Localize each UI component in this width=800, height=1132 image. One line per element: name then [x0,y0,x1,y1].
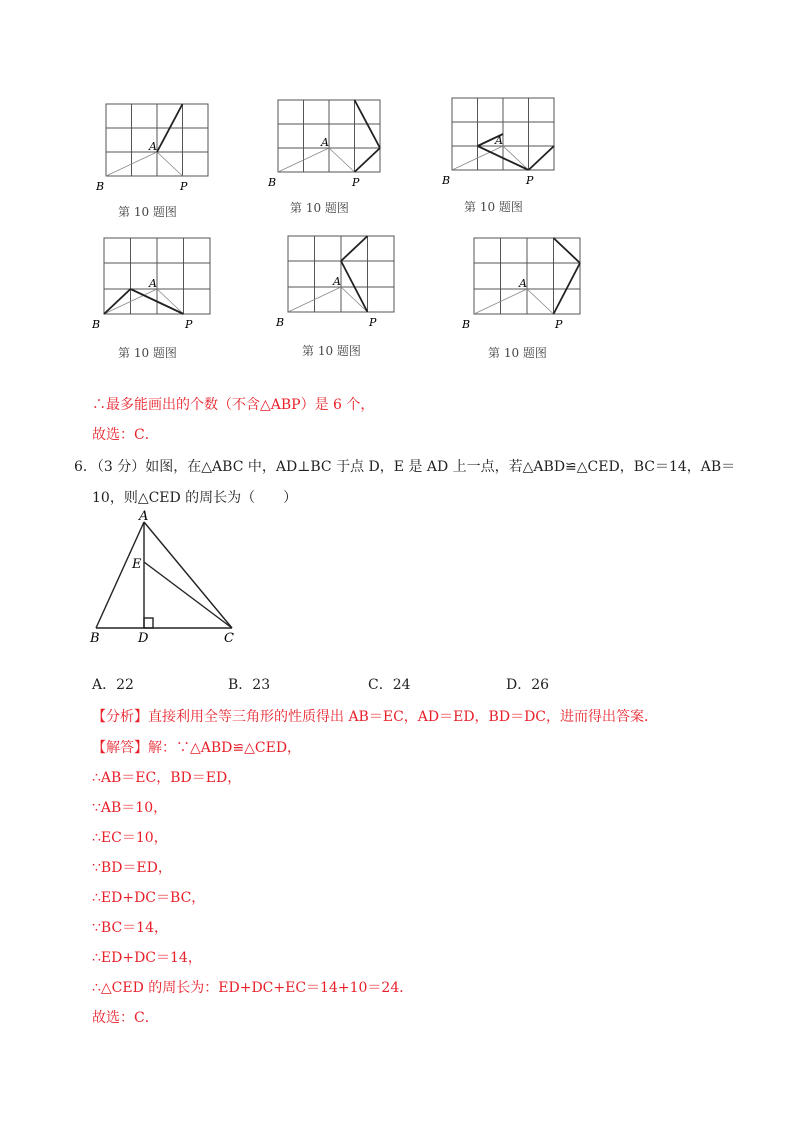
label-b: B [276,316,285,329]
question-line-1 [74,456,735,476]
analysis-text: 直接利用全等三角形的性质得出 AB＝EC，AD＝ED，BD＝DC，进而得出答案． [148,709,659,725]
label-a: A [495,134,503,147]
grid-figure-6 [462,234,587,334]
label-a: A [139,509,149,524]
solution-line-1 [92,737,301,757]
solution-line-8: ∴ED+DC＝14， [92,950,202,966]
label-a: A [321,136,329,149]
question-line-2: 10，则△CED 的周长为（ ） [92,490,298,506]
label-a: A [519,277,527,290]
grid-figure-5 [276,232,401,332]
solution-text: 解：∵△ABD≌△CED， [148,740,302,756]
grid-figure-2 [268,96,388,196]
label-b: B [90,631,100,646]
prev-conclusion: ∴最多能画出的个数（不含△ABP）是 6 个， [92,397,375,413]
solution-line-5: ∵BD＝ED， [92,860,172,876]
question-text-1: （3 分）如图，在△ABC 中，AD⊥BC 于点 D，E 是 AD 上一点，若△ABD≌△CED，BC＝14，AB＝ [96,459,736,475]
triangle-figure [88,508,248,648]
label-b: B [268,176,277,189]
label-p: P [369,316,377,329]
label-p: P [180,180,188,193]
label-e: E [132,557,142,572]
figure-caption: 第 10 题图 [118,346,177,360]
label-d: D [138,631,149,646]
analysis [92,706,658,726]
figure-caption: 第 10 题图 [488,346,547,360]
solution-line-10: 故选：C． [92,1010,159,1026]
option-b: B．23 [228,677,271,693]
label-a: A [333,275,341,288]
solution-line-9: ∴△CED 的周长为：ED+DC+EC＝14+10＝24． [92,980,414,996]
solution-line-2: ∴AB＝EC，BD＝ED， [92,770,242,786]
solution-line-3: ∵AB＝10， [92,800,168,816]
figure-caption: 第 10 题图 [302,344,361,358]
figure-caption: 第 10 题图 [290,201,349,215]
label-b: B [96,180,105,193]
prev-answer: 故选：C． [92,427,159,443]
label-b: B [442,174,451,187]
figure-caption: 第 10 题图 [464,200,523,214]
solution-tag: 【解答】 [92,740,148,756]
option-c: C．24 [368,677,411,693]
label-b: B [462,318,471,331]
label-p: P [185,318,193,331]
analysis-tag: 【分析】 [92,709,148,725]
label-c: C [224,631,234,646]
solution-line-6: ∴ED+DC＝BC， [92,890,206,906]
label-a: A [149,140,157,153]
option-d: D．26 [506,677,550,693]
solution-line-4: ∴EC＝10， [92,830,168,846]
solution-line-7: ∵BC＝14， [92,920,168,936]
figure-caption: 第 10 题图 [118,205,177,219]
grid-figure-3 [442,94,562,194]
option-a: A．22 [92,677,134,693]
label-p: P [352,176,360,189]
question-number: 6． [74,459,97,475]
label-p: P [526,174,534,187]
label-p: P [555,318,563,331]
label-a: A [149,277,157,290]
label-b: B [92,318,101,331]
grid-figure-1 [96,100,216,200]
grid-figure-4 [92,234,217,334]
